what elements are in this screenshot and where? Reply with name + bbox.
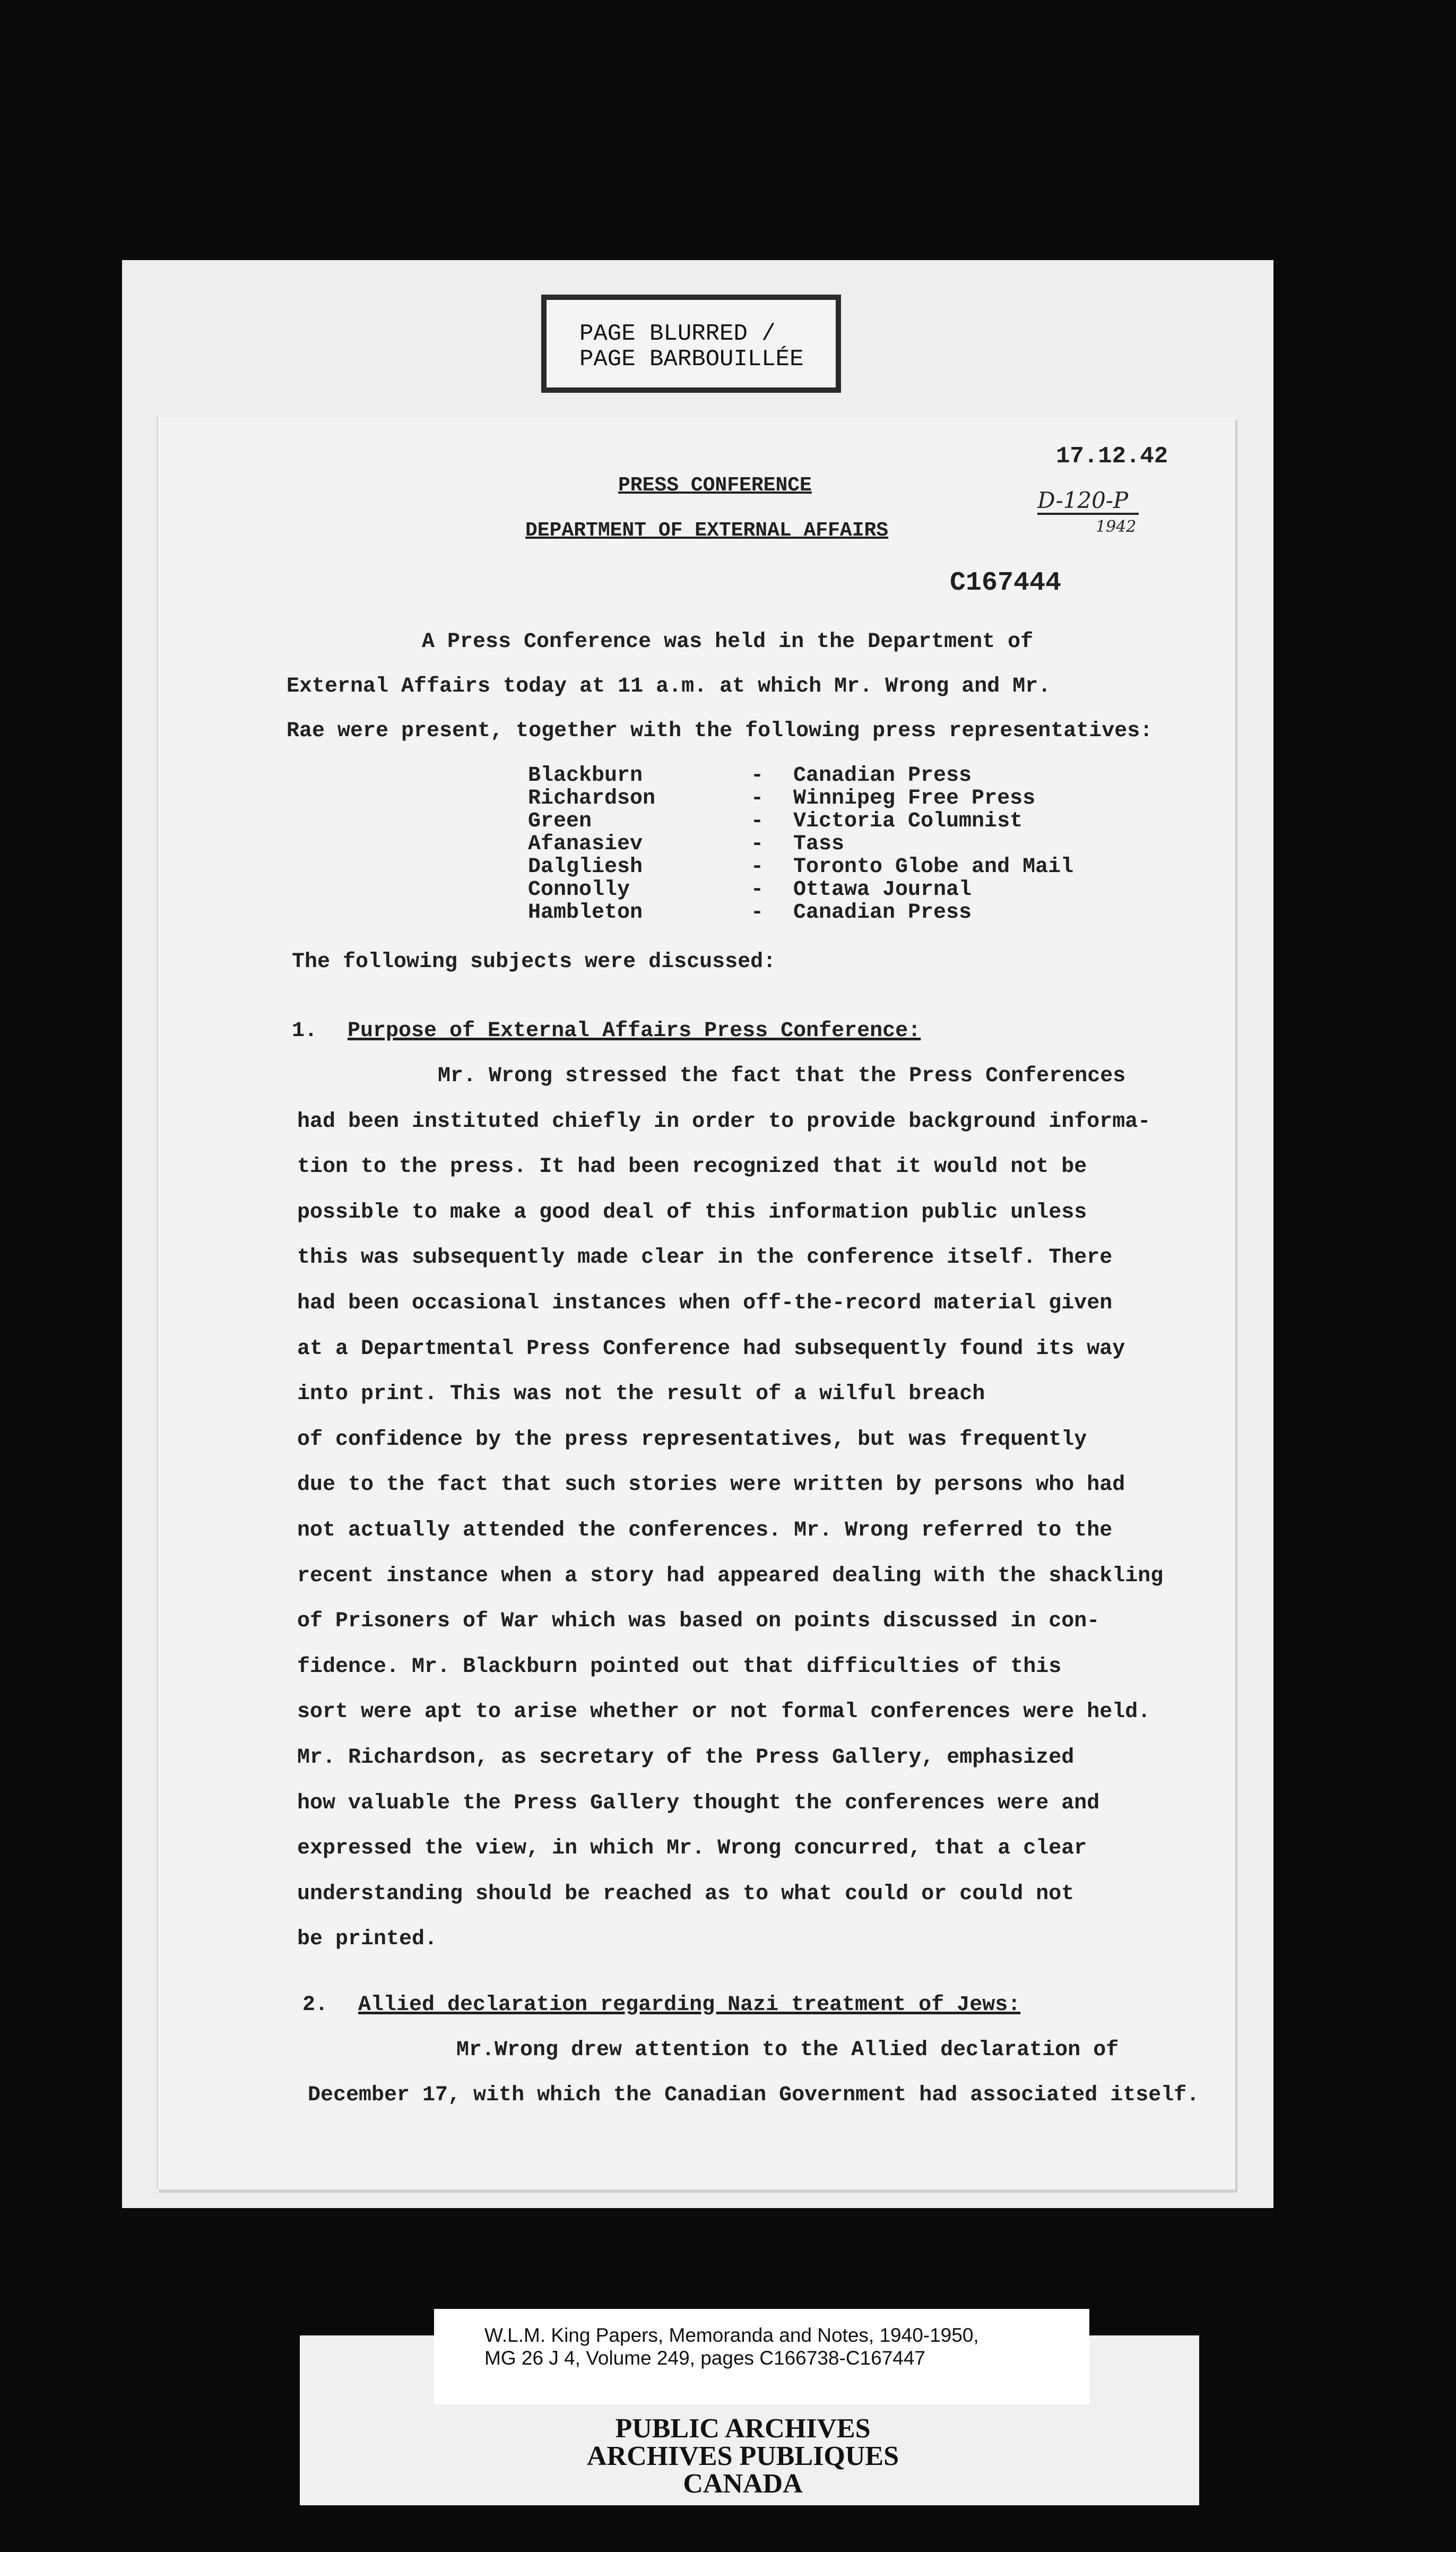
attendee-outlet: Ottawa Journal [793,878,972,902]
attendee-name: Richardson [528,787,656,811]
text-line: of confidence by the press representatives, but was frequently [297,1427,1087,1452]
text-line: fidence. Mr. Blackburn pointed out that difficulties of this [297,1654,1062,1679]
text-line: expressed the view, in which Mr. Wrong concurred, that a clear [297,1837,1087,1861]
citation-line: MG 26 J 4, Volume 249, pages C166738-C167447 [484,2347,926,2369]
text-line: Rae were present, together with the following press representatives: [287,719,1153,743]
text-line: sort were apt to arise whether or not formal conferences were held. [297,1700,1151,1725]
attendee-dash: - [751,901,764,925]
section-title: Allied declaration regarding Nazi treatment of Jews: [358,1993,1021,2017]
stamp-line: PUBLIC ARCHIVES [615,2413,871,2444]
attendee-dash: - [751,764,764,788]
section-2-heading [302,1993,1020,2017]
text-line: this was subsequently made clear in the conference itself. There [297,1246,1113,1270]
text-line: had been occasional instances when off-the-record material given [297,1291,1113,1315]
handwritten-file-reference [1037,488,1139,539]
text-line: Mr. Wrong stressed the fact that the Press Conferences [438,1064,1126,1088]
attendee-dash: - [751,832,764,856]
text-line: A Press Conference was held in the Department of [422,630,1034,654]
memo-title: PRESS CONFERENCE [618,474,812,497]
attendee-name: Afanasiev [528,832,643,856]
intro-paragraph [287,620,1152,754]
attendee-outlet: Toronto Globe and Mail [793,855,1074,879]
page-blurred-stamp [541,295,841,393]
attendee-row [528,878,1073,901]
text-line: not actually attended the conferences. Mr. Wrong referred to the [297,1518,1113,1542]
text-line: had been instituted chiefly in order to provide background informa- [297,1109,1151,1134]
attendee-row [528,810,1073,833]
attendee-outlet: Tass [793,832,845,856]
attendee-outlet: Canadian Press [793,901,972,925]
text-line: possible to make a good deal of this information public unless [297,1200,1087,1225]
text-line: at a Departmental Press Conference had subsequently found its way [297,1337,1125,1361]
stamp-line-french: PAGE BARBOUILLÉE [579,346,804,373]
document-number: C167444 [950,568,1062,598]
attendee-name: Hambleton [528,901,643,925]
section-number: 2. [302,1993,328,2017]
text-line: understanding should be reached as to what could or could not [297,1882,1074,1906]
attendee-row [528,833,1073,856]
text-line: tion to the press. It had been recognized that it would not be [297,1155,1087,1179]
archive-citation-label [434,2309,1089,2404]
text-line: be printed. [297,1927,438,1952]
stamp-line: ARCHIVES PUBLIQUES [586,2441,899,2471]
citation-line: W.L.M. King Papers, Memoranda and Notes, 1940-1950, [484,2324,979,2346]
section-number: 1. [292,1019,318,1043]
text-line: of Prisoners of War which was based on points discussed in con- [297,1609,1100,1634]
attendee-dash: - [751,809,764,833]
attendee-outlet: Canadian Press [793,764,972,788]
stamp-line: CANADA [683,2469,803,2499]
attendee-name: Blackburn [528,764,643,788]
attendee-outlet: Winnipeg Free Press [793,787,1036,811]
text-line: into print. This was not the result of a wilful breach [297,1382,985,1407]
attendee-row [528,856,1073,878]
text-line: December 17, with which the Canadian Government had associated itself. [308,2083,1200,2107]
file-ref-year: 1942 [1096,518,1137,536]
memo-date: 17.12.42 [1056,443,1168,470]
section-title: Purpose of External Affairs Press Conference: [348,1019,921,1043]
public-archives-stamp [387,2399,1098,2505]
text-line: Mr. Richardson, as secretary of the Press Gallery, emphasized [297,1745,1074,1770]
text-line: External Affairs today at 11 a.m. at which Mr. Wrong and Mr. [287,675,1051,699]
attendee-row [528,787,1073,810]
attendee-row [528,764,1073,787]
section-1-heading [292,1019,921,1043]
attendee-name: Green [528,809,592,833]
stamp-line-english: PAGE BLURRED / [579,321,776,347]
attendee-dash: - [751,878,764,902]
file-ref-code: D-120-P [1037,488,1139,515]
text-line: how valuable the Press Gallery thought the conferences were and [297,1791,1100,1815]
attendee-dash: - [751,855,764,879]
attendee-dash: - [751,787,764,811]
subjects-intro: The following subjects were discussed: [292,950,776,974]
text-line: recent instance when a story had appeared dealing with the shackling [297,1564,1164,1588]
attendee-list [528,764,1073,924]
memo-subtitle: DEPARTMENT OF EXTERNAL AFFAIRS [525,519,889,542]
text-line: due to the fact that such stories were written by persons who had [297,1473,1125,1497]
section-1-body [297,1054,1163,1962]
attendee-name: Connolly [528,878,630,902]
section-2-body [308,2028,1199,2118]
attendee-row [528,901,1073,924]
text-line: Mr.Wrong drew attention to the Allied declaration of [456,2038,1119,2062]
attendee-outlet: Victoria Columnist [793,809,1023,833]
attendee-name: Dalgliesh [528,855,643,879]
